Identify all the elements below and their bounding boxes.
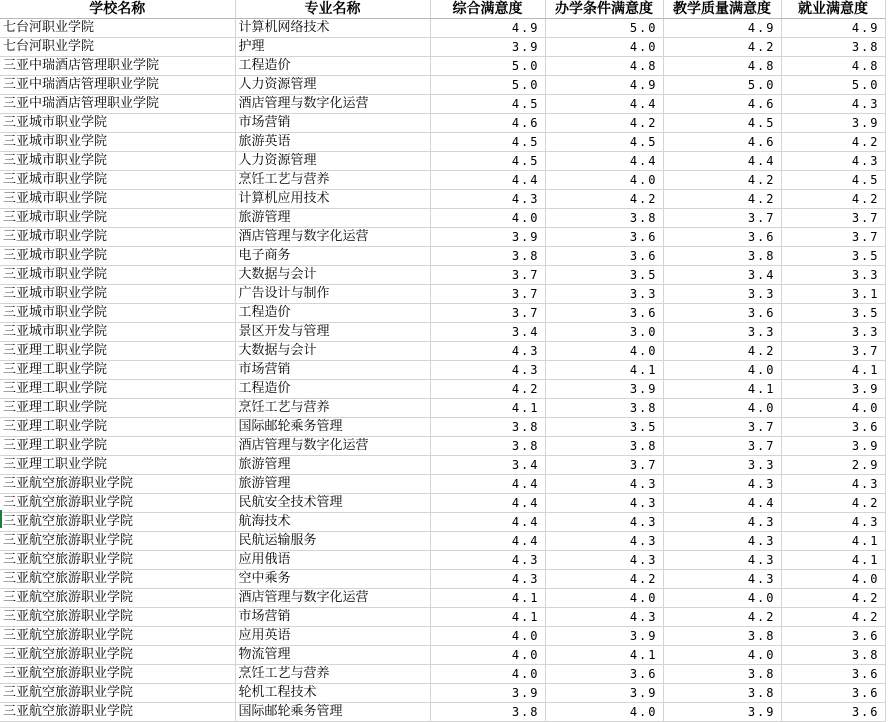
facility-cell[interactable]: 3.3 — [545, 285, 663, 304]
table-row — [0, 456, 885, 475]
facility-cell[interactable]: 4.4 — [545, 95, 663, 114]
table-row — [0, 114, 885, 133]
employment-cell[interactable]: 4.1 — [781, 532, 885, 551]
table-row — [0, 703, 885, 722]
teaching-cell[interactable]: 4.4 — [663, 152, 781, 171]
facility-cell[interactable]: 3.6 — [545, 665, 663, 684]
overall-cell[interactable]: 4.1 — [430, 589, 545, 608]
employment-cell[interactable]: 3.3 — [781, 266, 885, 285]
overall-cell[interactable]: 4.1 — [430, 608, 545, 627]
header-facility-satisfaction[interactable]: 办学条件满意度 — [545, 0, 663, 19]
header-teaching-satisfaction[interactable]: 教学质量满意度 — [663, 0, 781, 19]
facility-cell[interactable]: 4.1 — [545, 361, 663, 380]
employment-cell[interactable]: 3.6 — [781, 418, 885, 437]
overall-cell[interactable]: 3.8 — [430, 418, 545, 437]
school-name-cell[interactable]: 三亚理工职业学院 — [0, 437, 235, 456]
teaching-cell[interactable]: 3.9 — [663, 703, 781, 722]
employment-cell[interactable]: 4.3 — [781, 475, 885, 494]
school-name-cell[interactable]: 七台河职业学院 — [0, 19, 235, 38]
teaching-cell[interactable]: 3.8 — [663, 684, 781, 703]
employment-cell[interactable]: 3.5 — [781, 247, 885, 266]
table-row — [0, 228, 885, 247]
active-row-marker — [0, 510, 2, 528]
overall-cell[interactable]: 4.0 — [430, 627, 545, 646]
employment-cell[interactable]: 3.7 — [781, 228, 885, 247]
teaching-cell[interactable]: 4.3 — [663, 513, 781, 532]
overall-cell[interactable]: 4.4 — [430, 475, 545, 494]
teaching-cell[interactable]: 4.0 — [663, 399, 781, 418]
employment-cell[interactable]: 3.6 — [781, 684, 885, 703]
overall-cell[interactable]: 5.0 — [430, 57, 545, 76]
overall-cell[interactable]: 5.0 — [430, 76, 545, 95]
employment-cell[interactable]: 4.3 — [781, 513, 885, 532]
employment-cell[interactable]: 4.3 — [781, 152, 885, 171]
table-row — [0, 551, 885, 570]
facility-cell[interactable]: 3.6 — [545, 247, 663, 266]
teaching-cell[interactable]: 3.8 — [663, 665, 781, 684]
overall-cell[interactable]: 4.6 — [430, 114, 545, 133]
major-name-cell[interactable]: 空中乘务 — [235, 570, 430, 589]
facility-cell[interactable]: 3.7 — [545, 456, 663, 475]
overall-cell[interactable]: 4.3 — [430, 342, 545, 361]
major-name-cell[interactable]: 物流管理 — [235, 646, 430, 665]
facility-cell[interactable]: 4.3 — [545, 513, 663, 532]
employment-cell[interactable]: 4.1 — [781, 361, 885, 380]
overall-cell[interactable]: 4.3 — [430, 190, 545, 209]
table-row — [0, 494, 885, 513]
overall-cell[interactable]: 3.4 — [430, 323, 545, 342]
facility-cell[interactable]: 3.9 — [545, 627, 663, 646]
overall-cell[interactable]: 4.4 — [430, 532, 545, 551]
employment-cell[interactable]: 3.8 — [781, 646, 885, 665]
major-name-cell[interactable]: 工程造价 — [235, 57, 430, 76]
major-name-cell[interactable]: 国际邮轮乘务管理 — [235, 703, 430, 722]
teaching-cell[interactable]: 4.3 — [663, 551, 781, 570]
school-name-cell[interactable]: 三亚航空旅游职业学院 — [0, 551, 235, 570]
teaching-cell[interactable]: 3.4 — [663, 266, 781, 285]
major-name-cell[interactable]: 市场营销 — [235, 361, 430, 380]
major-name-cell[interactable]: 大数据与会计 — [235, 342, 430, 361]
table-row — [0, 266, 885, 285]
facility-cell[interactable]: 4.0 — [545, 589, 663, 608]
table-row — [0, 209, 885, 228]
major-name-cell[interactable]: 旅游管理 — [235, 456, 430, 475]
school-name-cell[interactable]: 三亚城市职业学院 — [0, 171, 235, 190]
employment-cell[interactable]: 4.3 — [781, 95, 885, 114]
employment-cell[interactable]: 4.2 — [781, 608, 885, 627]
overall-cell[interactable]: 3.4 — [430, 456, 545, 475]
overall-cell[interactable]: 4.3 — [430, 361, 545, 380]
facility-cell[interactable]: 3.5 — [545, 418, 663, 437]
teaching-cell[interactable]: 4.3 — [663, 475, 781, 494]
facility-cell[interactable]: 4.5 — [545, 133, 663, 152]
table-row — [0, 532, 885, 551]
facility-cell[interactable]: 4.0 — [545, 171, 663, 190]
facility-cell[interactable]: 4.3 — [545, 551, 663, 570]
major-name-cell[interactable]: 旅游英语 — [235, 133, 430, 152]
facility-cell[interactable]: 4.2 — [545, 190, 663, 209]
facility-cell[interactable]: 3.5 — [545, 266, 663, 285]
major-name-cell[interactable]: 计算机应用技术 — [235, 190, 430, 209]
table-row — [0, 323, 885, 342]
employment-cell[interactable]: 4.8 — [781, 57, 885, 76]
facility-cell[interactable]: 4.3 — [545, 608, 663, 627]
overall-cell[interactable]: 3.9 — [430, 38, 545, 57]
table-row — [0, 361, 885, 380]
overall-cell[interactable]: 4.0 — [430, 209, 545, 228]
overall-cell[interactable]: 4.9 — [430, 19, 545, 38]
table-row — [0, 171, 885, 190]
employment-cell[interactable]: 2.9 — [781, 456, 885, 475]
school-name-cell[interactable]: 三亚航空旅游职业学院 — [0, 589, 235, 608]
teaching-cell[interactable]: 4.6 — [663, 133, 781, 152]
school-name-cell[interactable]: 三亚理工职业学院 — [0, 361, 235, 380]
teaching-cell[interactable]: 4.9 — [663, 19, 781, 38]
major-name-cell[interactable]: 烹饪工艺与营养 — [235, 399, 430, 418]
table-row — [0, 76, 885, 95]
school-name-cell[interactable]: 三亚航空旅游职业学院 — [0, 627, 235, 646]
major-name-cell[interactable]: 计算机网络技术 — [235, 19, 430, 38]
teaching-cell[interactable]: 4.2 — [663, 190, 781, 209]
table-row — [0, 475, 885, 494]
facility-cell[interactable]: 3.9 — [545, 380, 663, 399]
table-row — [0, 399, 885, 418]
facility-cell[interactable]: 3.8 — [545, 209, 663, 228]
employment-cell[interactable]: 3.6 — [781, 665, 885, 684]
table-row — [0, 418, 885, 437]
facility-cell[interactable]: 3.9 — [545, 684, 663, 703]
overall-cell[interactable]: 4.5 — [430, 95, 545, 114]
employment-cell[interactable]: 4.0 — [781, 570, 885, 589]
major-name-cell[interactable]: 轮机工程技术 — [235, 684, 430, 703]
employment-cell[interactable]: 3.9 — [781, 114, 885, 133]
table-row — [0, 684, 885, 703]
teaching-cell[interactable]: 4.2 — [663, 608, 781, 627]
table-row — [0, 38, 885, 57]
overall-cell[interactable]: 3.7 — [430, 304, 545, 323]
header-major-name[interactable]: 专业名称 — [235, 0, 430, 19]
school-name-cell[interactable]: 三亚航空旅游职业学院 — [0, 646, 235, 665]
table-row — [0, 513, 885, 532]
table-row — [0, 646, 885, 665]
facility-cell[interactable]: 4.2 — [545, 570, 663, 589]
school-name-cell[interactable]: 三亚城市职业学院 — [0, 152, 235, 171]
overall-cell[interactable]: 4.5 — [430, 152, 545, 171]
table-row — [0, 342, 885, 361]
major-name-cell[interactable]: 人力资源管理 — [235, 76, 430, 95]
employment-cell[interactable]: 4.2 — [781, 133, 885, 152]
teaching-cell[interactable]: 4.2 — [663, 342, 781, 361]
school-name-cell[interactable]: 三亚航空旅游职业学院 — [0, 665, 235, 684]
school-name-cell[interactable]: 三亚理工职业学院 — [0, 456, 235, 475]
header-row — [0, 0, 885, 19]
major-name-cell[interactable]: 民航运输服务 — [235, 532, 430, 551]
school-name-cell[interactable]: 三亚城市职业学院 — [0, 133, 235, 152]
teaching-cell[interactable]: 3.7 — [663, 418, 781, 437]
overall-cell[interactable]: 3.8 — [430, 703, 545, 722]
employment-cell[interactable]: 4.2 — [781, 190, 885, 209]
overall-cell[interactable]: 3.9 — [430, 228, 545, 247]
table-row — [0, 437, 885, 456]
facility-cell[interactable]: 4.2 — [545, 114, 663, 133]
employment-cell[interactable]: 3.1 — [781, 285, 885, 304]
major-name-cell[interactable]: 烹饪工艺与营养 — [235, 171, 430, 190]
major-name-cell[interactable]: 人力资源管理 — [235, 152, 430, 171]
teaching-cell[interactable]: 4.3 — [663, 570, 781, 589]
teaching-cell[interactable]: 3.7 — [663, 209, 781, 228]
teaching-cell[interactable]: 4.8 — [663, 57, 781, 76]
major-name-cell[interactable]: 市场营销 — [235, 114, 430, 133]
teaching-cell[interactable]: 3.7 — [663, 437, 781, 456]
teaching-cell[interactable]: 3.3 — [663, 285, 781, 304]
employment-cell[interactable]: 4.2 — [781, 589, 885, 608]
table-row — [0, 627, 885, 646]
facility-cell[interactable]: 4.9 — [545, 76, 663, 95]
major-name-cell[interactable]: 酒店管理与数字化运营 — [235, 437, 430, 456]
teaching-cell[interactable]: 4.0 — [663, 361, 781, 380]
employment-cell[interactable]: 3.9 — [781, 380, 885, 399]
school-name-cell[interactable]: 三亚航空旅游职业学院 — [0, 494, 235, 513]
table-row — [0, 665, 885, 684]
major-name-cell[interactable]: 烹饪工艺与营养 — [235, 665, 430, 684]
facility-cell[interactable]: 4.3 — [545, 532, 663, 551]
table-row — [0, 380, 885, 399]
teaching-cell[interactable]: 3.6 — [663, 228, 781, 247]
table-row — [0, 133, 885, 152]
school-name-cell[interactable]: 三亚城市职业学院 — [0, 323, 235, 342]
major-name-cell[interactable]: 工程造价 — [235, 380, 430, 399]
employment-cell[interactable]: 3.7 — [781, 209, 885, 228]
school-name-cell[interactable]: 三亚航空旅游职业学院 — [0, 513, 235, 532]
teaching-cell[interactable]: 4.6 — [663, 95, 781, 114]
employment-cell[interactable]: 3.7 — [781, 342, 885, 361]
table-row — [0, 57, 885, 76]
overall-cell[interactable]: 4.4 — [430, 494, 545, 513]
sheet-right-edge — [885, 0, 893, 692]
employment-cell[interactable]: 3.9 — [781, 437, 885, 456]
school-name-cell[interactable]: 三亚中瑞酒店管理职业学院 — [0, 57, 235, 76]
employment-cell[interactable]: 4.2 — [781, 494, 885, 513]
major-name-cell[interactable]: 工程造价 — [235, 304, 430, 323]
overall-cell[interactable]: 4.3 — [430, 551, 545, 570]
school-name-cell[interactable]: 三亚理工职业学院 — [0, 380, 235, 399]
facility-cell[interactable]: 4.4 — [545, 152, 663, 171]
header-overall-satisfaction[interactable]: 综合满意度 — [430, 0, 545, 19]
facility-cell[interactable]: 3.8 — [545, 399, 663, 418]
school-name-cell[interactable]: 三亚中瑞酒店管理职业学院 — [0, 76, 235, 95]
teaching-cell[interactable]: 3.6 — [663, 304, 781, 323]
facility-cell[interactable]: 3.0 — [545, 323, 663, 342]
facility-cell[interactable]: 3.6 — [545, 228, 663, 247]
teaching-cell[interactable]: 4.5 — [663, 114, 781, 133]
facility-cell[interactable]: 5.0 — [545, 19, 663, 38]
school-name-cell[interactable]: 三亚航空旅游职业学院 — [0, 703, 235, 722]
school-name-cell[interactable]: 三亚城市职业学院 — [0, 209, 235, 228]
facility-cell[interactable]: 4.3 — [545, 494, 663, 513]
facility-cell[interactable]: 4.0 — [545, 38, 663, 57]
major-name-cell[interactable]: 市场营销 — [235, 608, 430, 627]
overall-cell[interactable]: 3.7 — [430, 285, 545, 304]
teaching-cell[interactable]: 3.3 — [663, 323, 781, 342]
overall-cell[interactable]: 3.7 — [430, 266, 545, 285]
overall-cell[interactable]: 4.4 — [430, 171, 545, 190]
teaching-cell[interactable]: 4.1 — [663, 380, 781, 399]
teaching-cell[interactable]: 4.4 — [663, 494, 781, 513]
school-name-cell[interactable]: 三亚城市职业学院 — [0, 228, 235, 247]
table-row — [0, 304, 885, 323]
teaching-cell[interactable]: 3.3 — [663, 456, 781, 475]
table-body — [0, 19, 885, 722]
table-row — [0, 608, 885, 627]
major-name-cell[interactable]: 酒店管理与数字化运营 — [235, 95, 430, 114]
major-name-cell[interactable]: 航海技术 — [235, 513, 430, 532]
table-row — [0, 247, 885, 266]
school-name-cell[interactable]: 三亚航空旅游职业学院 — [0, 570, 235, 589]
overall-cell[interactable]: 3.9 — [430, 684, 545, 703]
overall-cell[interactable]: 4.2 — [430, 380, 545, 399]
employment-cell[interactable]: 3.5 — [781, 304, 885, 323]
employment-cell[interactable]: 3.8 — [781, 38, 885, 57]
school-name-cell[interactable]: 三亚城市职业学院 — [0, 114, 235, 133]
teaching-cell[interactable]: 3.8 — [663, 627, 781, 646]
employment-cell[interactable]: 4.9 — [781, 19, 885, 38]
school-name-cell[interactable]: 三亚城市职业学院 — [0, 304, 235, 323]
table-row — [0, 190, 885, 209]
table-row — [0, 19, 885, 38]
facility-cell[interactable]: 4.1 — [545, 646, 663, 665]
major-name-cell[interactable]: 国际邮轮乘务管理 — [235, 418, 430, 437]
school-name-cell[interactable]: 三亚理工职业学院 — [0, 418, 235, 437]
major-name-cell[interactable]: 大数据与会计 — [235, 266, 430, 285]
school-name-cell[interactable]: 三亚理工职业学院 — [0, 342, 235, 361]
employment-cell[interactable]: 3.6 — [781, 703, 885, 722]
school-name-cell[interactable]: 七台河职业学院 — [0, 38, 235, 57]
school-name-cell[interactable]: 三亚航空旅游职业学院 — [0, 475, 235, 494]
major-name-cell[interactable]: 旅游管理 — [235, 209, 430, 228]
major-name-cell[interactable]: 广告设计与制作 — [235, 285, 430, 304]
overall-cell[interactable]: 4.1 — [430, 399, 545, 418]
school-name-cell[interactable]: 三亚中瑞酒店管理职业学院 — [0, 95, 235, 114]
major-name-cell[interactable]: 电子商务 — [235, 247, 430, 266]
major-name-cell[interactable]: 民航安全技术管理 — [235, 494, 430, 513]
facility-cell[interactable]: 4.8 — [545, 57, 663, 76]
school-name-cell[interactable]: 三亚航空旅游职业学院 — [0, 532, 235, 551]
employment-cell[interactable]: 3.3 — [781, 323, 885, 342]
school-name-cell[interactable]: 三亚城市职业学院 — [0, 285, 235, 304]
header-school-name[interactable]: 学校名称 — [0, 0, 235, 19]
facility-cell[interactable]: 3.8 — [545, 437, 663, 456]
teaching-cell[interactable]: 4.0 — [663, 589, 781, 608]
major-name-cell[interactable]: 酒店管理与数字化运营 — [235, 589, 430, 608]
overall-cell[interactable]: 4.0 — [430, 646, 545, 665]
facility-cell[interactable]: 4.3 — [545, 475, 663, 494]
employment-cell[interactable]: 4.0 — [781, 399, 885, 418]
school-name-cell[interactable]: 三亚航空旅游职业学院 — [0, 608, 235, 627]
school-name-cell[interactable]: 三亚城市职业学院 — [0, 190, 235, 209]
teaching-cell[interactable]: 4.2 — [663, 171, 781, 190]
overall-cell[interactable]: 4.5 — [430, 133, 545, 152]
table-row — [0, 152, 885, 171]
overall-cell[interactable]: 4.0 — [430, 665, 545, 684]
teaching-cell[interactable]: 5.0 — [663, 76, 781, 95]
overall-cell[interactable]: 4.3 — [430, 570, 545, 589]
major-name-cell[interactable]: 应用俄语 — [235, 551, 430, 570]
school-name-cell[interactable]: 三亚航空旅游职业学院 — [0, 684, 235, 703]
teaching-cell[interactable]: 4.2 — [663, 38, 781, 57]
school-name-cell[interactable]: 三亚城市职业学院 — [0, 266, 235, 285]
table-row — [0, 285, 885, 304]
employment-cell[interactable]: 4.1 — [781, 551, 885, 570]
major-name-cell[interactable]: 护理 — [235, 38, 430, 57]
header-employment-satisfaction[interactable]: 就业满意度 — [781, 0, 885, 19]
teaching-cell[interactable]: 4.3 — [663, 532, 781, 551]
table-row — [0, 95, 885, 114]
major-name-cell[interactable]: 酒店管理与数字化运营 — [235, 228, 430, 247]
employment-cell[interactable]: 5.0 — [781, 76, 885, 95]
facility-cell[interactable]: 4.0 — [545, 342, 663, 361]
major-name-cell[interactable]: 应用英语 — [235, 627, 430, 646]
teaching-cell[interactable]: 4.0 — [663, 646, 781, 665]
school-name-cell[interactable]: 三亚城市职业学院 — [0, 247, 235, 266]
employment-cell[interactable]: 3.6 — [781, 627, 885, 646]
school-name-cell[interactable]: 三亚理工职业学院 — [0, 399, 235, 418]
table-row — [0, 570, 885, 589]
facility-cell[interactable]: 3.6 — [545, 304, 663, 323]
table-row — [0, 589, 885, 608]
facility-cell[interactable]: 4.0 — [545, 703, 663, 722]
overall-cell[interactable]: 4.4 — [430, 513, 545, 532]
major-name-cell[interactable]: 旅游管理 — [235, 475, 430, 494]
employment-cell[interactable]: 4.5 — [781, 171, 885, 190]
overall-cell[interactable]: 3.8 — [430, 247, 545, 266]
overall-cell[interactable]: 3.8 — [430, 437, 545, 456]
teaching-cell[interactable]: 3.8 — [663, 247, 781, 266]
major-name-cell[interactable]: 景区开发与管理 — [235, 323, 430, 342]
